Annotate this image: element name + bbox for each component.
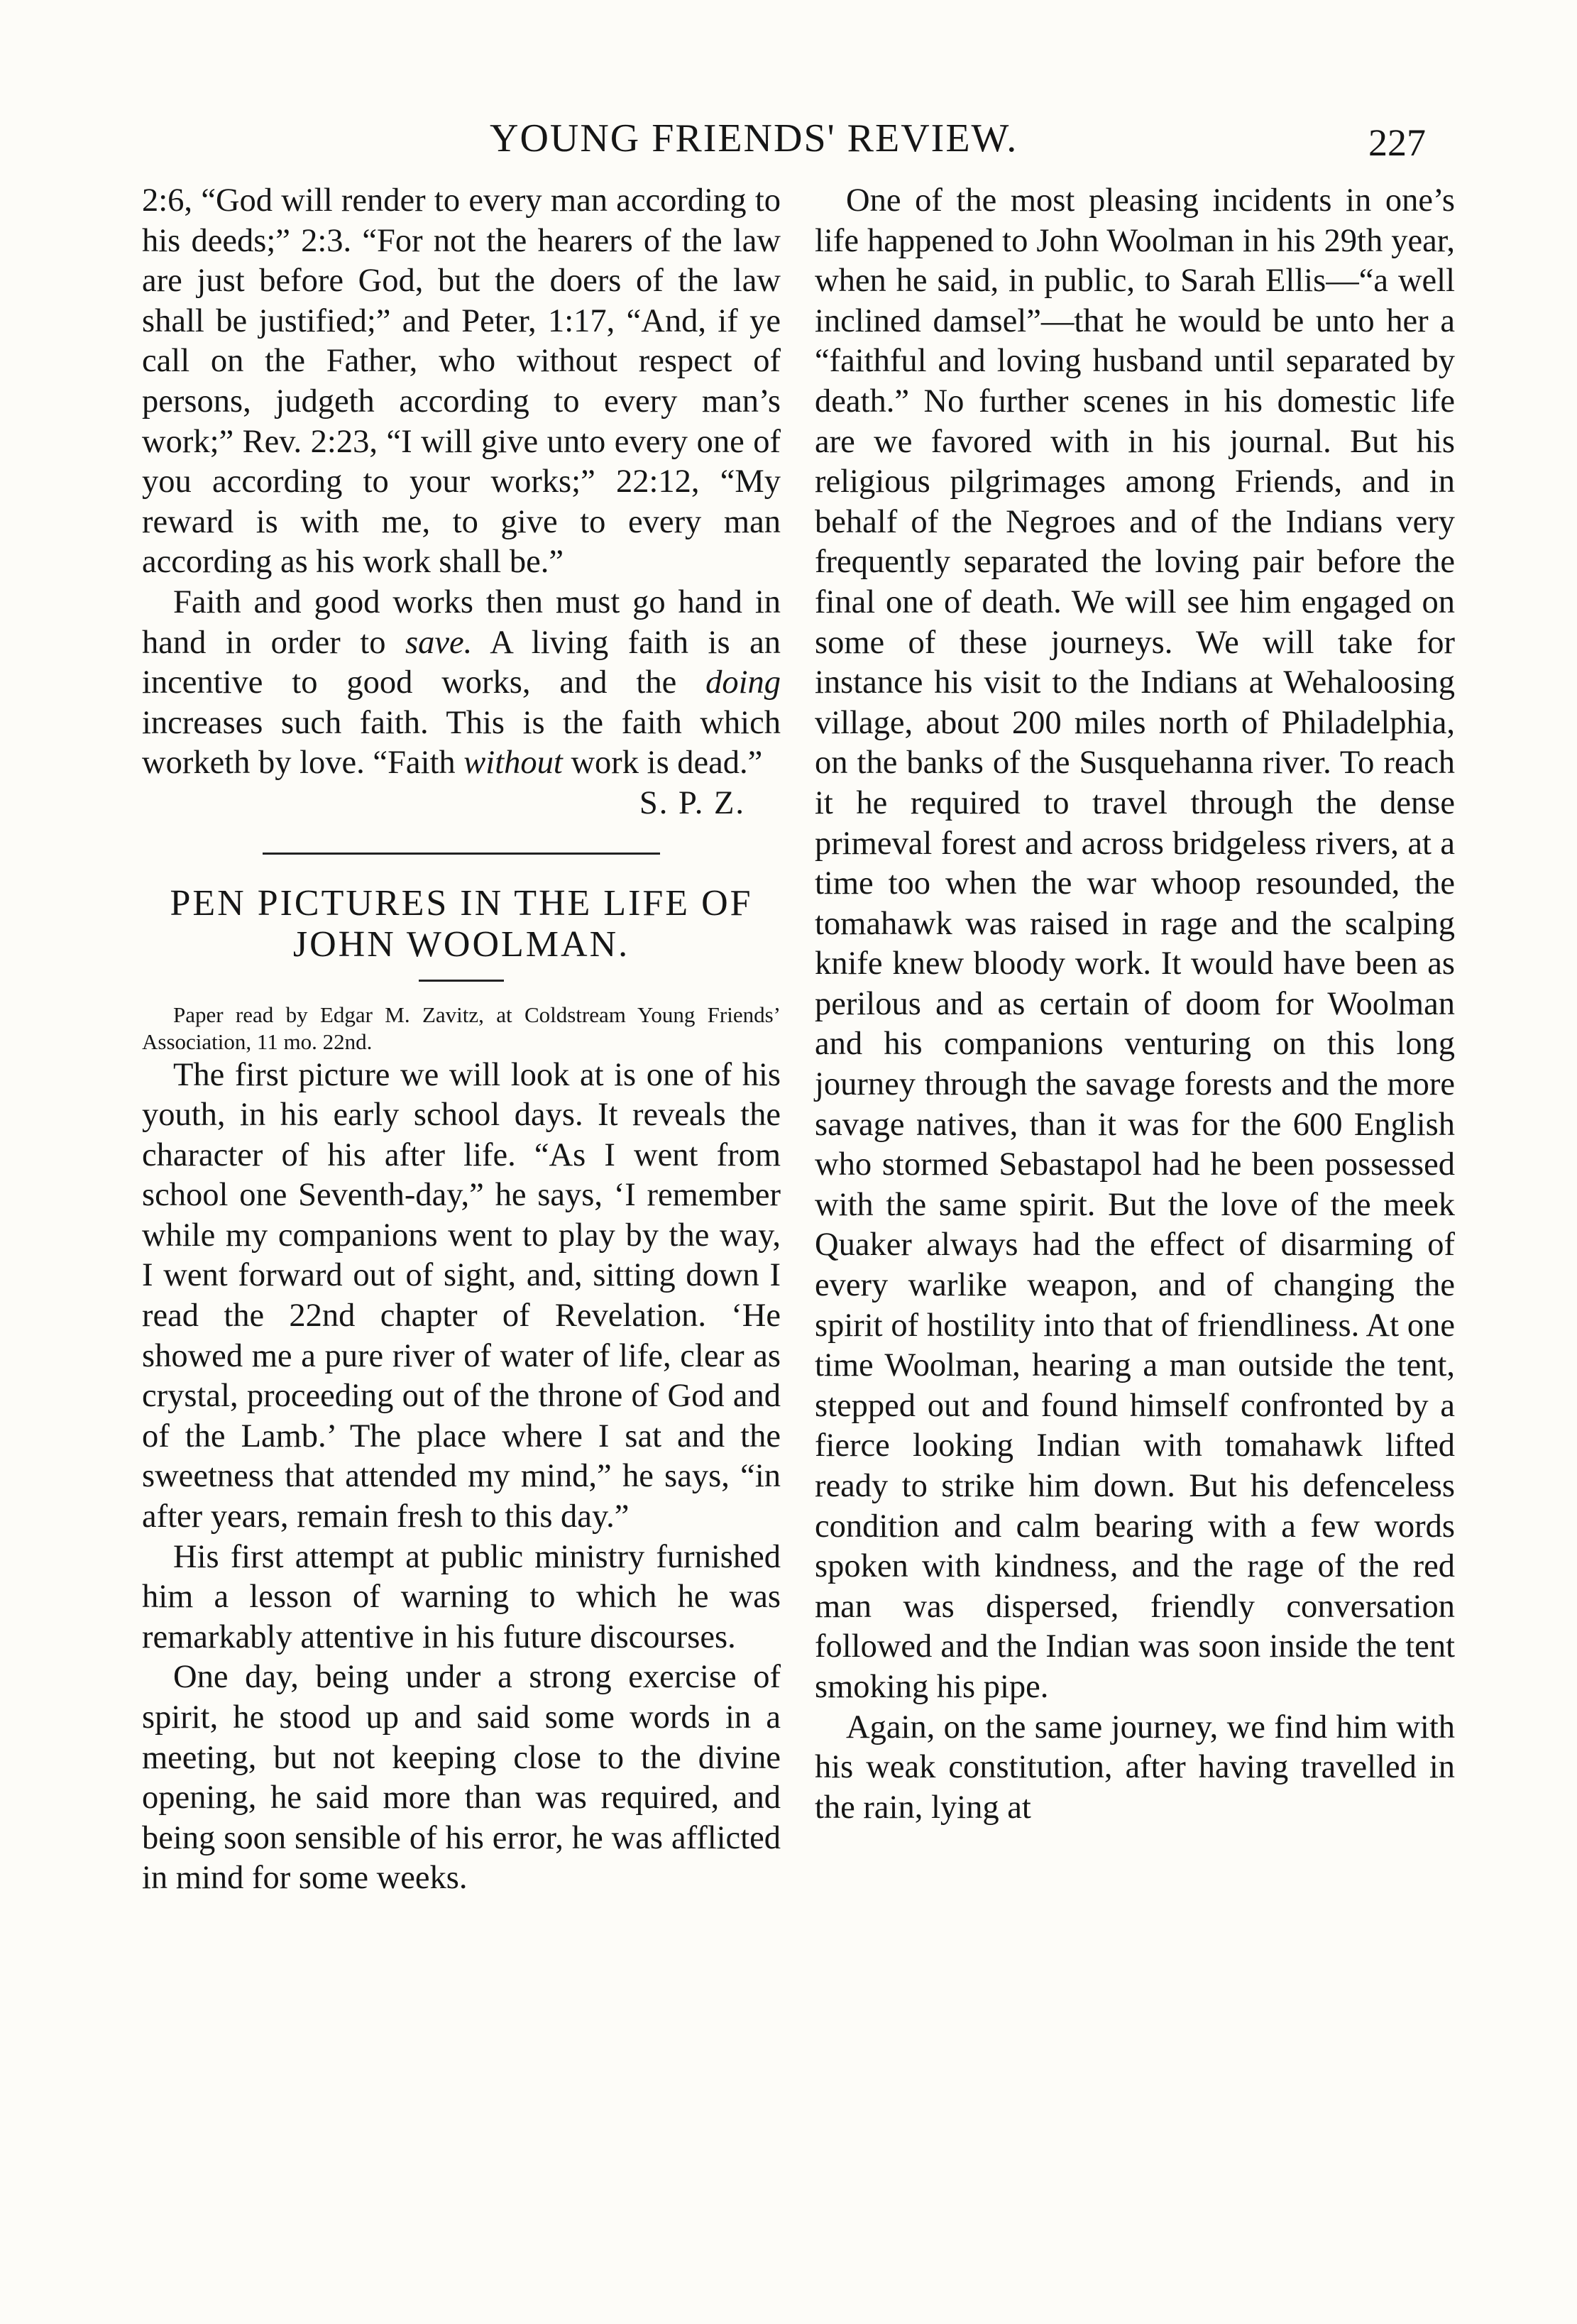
left-paragraph-1: 2:6, “God will render to every man according to his deeds;” 2:3. “For not the hearers of the law are just before God, but the doers of the law shall be justified;” and Peter, 1:17, “And, if ye call on the Father, who without respect of persons, judgeth according to every man’s work;” Rev. 2:23, “I will give unto every one of you according to your works;” 22:12, “My reward is with me, to give to every man according as his work shall be.” bbox=[142, 182, 781, 581]
section-divider bbox=[263, 853, 660, 855]
left-paragraph-2 bbox=[142, 583, 781, 784]
title-divider bbox=[419, 980, 504, 982]
left-paragraph-4: His first attempt at public ministry furnished him a lesson of warning to which he was remarkably attentive in his future discourses. bbox=[142, 1538, 781, 1655]
emphasis-without: without bbox=[463, 745, 563, 782]
text-run: Faith and good works then must go hand in hand in order to bbox=[142, 583, 781, 661]
left-paragraph-5: One day, being under a strong exercise of spirit, he stood up and said some words in a meeting, but not keeping close to the divine opening, he said more than was required, and being soon sensible of his error, he was afflicted in mind for some weeks. bbox=[142, 1659, 781, 1897]
text-run: A living faith is an incentive to good works, and the bbox=[142, 624, 781, 701]
text-run: work is dead.” bbox=[562, 745, 763, 782]
left-paragraph-3: The first picture we will look at is one of his youth, in his early school days. It reveals the character of his after life. “As I went from school one Seventh-day,” he says, ‘I remember while my companions went to play by the way, I went forward out of sight, and, sitting down I read the 22nd chapter of Revelation. ‘He showed me a pure river of water of life, clear as crystal, proceeding out of the throne of God and of the Lamb.’ The place where I sat and the sweetness that attended my mind,” he says, “in after years, remain fresh to this day.” bbox=[142, 1056, 781, 1535]
article-byline: Paper read by Edgar M. Zavitz, at Coldstream Young Friends’ Association, 11 mo. 22nd. bbox=[142, 1002, 781, 1054]
article-title: PEN PICTURES IN THE LIFE OF JOHN WOOLMAN. bbox=[170, 882, 753, 965]
right-column bbox=[815, 181, 1455, 1828]
running-title: YOUNG FRIENDS' REVIEW. bbox=[490, 116, 1018, 160]
author-signature: S. P. Z. bbox=[639, 784, 745, 821]
emphasis-doing: doing bbox=[705, 664, 781, 701]
left-column bbox=[142, 181, 781, 1899]
text-run: increases such faith. This is the faith which worketh by love. “Faith bbox=[142, 704, 781, 782]
right-paragraph-2: Again, on the same journey, we find him with his weak constitution, after having travelled in the rain, lying at bbox=[815, 1709, 1455, 1826]
page-number: 227 bbox=[1368, 121, 1426, 164]
emphasis-save: save. bbox=[405, 624, 473, 661]
right-paragraph-1: One of the most pleasing incidents in one’s life happened to John Woolman in his 29th year, when he said, in public, to Sarah Ellis—“a well inclined damsel”—that he would be unto her a “faithful and loving husband until separated by death.” No further scenes in his domestic life are we favored with in his journal. But his religious pilgrimages among Friends, and in behalf of the Negroes and of the Indians very frequently separated the loving pair before the final one of death. We will see him engaged on some of these journeys. We will take for instance his visit to the Indians at Wehaloosing village, about 200 miles north of Philadelphia, on the banks of the Susquehanna river. To reach it he required to travel through the dense primeval forest and across bridgeless rivers, at a time too when the war whoop resounded, the tomahawk was raised in rage and the scalping knife knew bloody work. It would have been as perilous and as certain of doom for Woolman and his companions venturing on this long journey through the savage forests and the more savage natives, than it was for the 600 English who stormed Sebastapol had he been possessed with the same spirit. But the love of the meek Quaker always had the effect of disarming of every warlike weapon, and of changing the spirit of hostility into that of friendliness. At one time Woolman, hearing a man outside the tent, stepped out and found himself confronted by a fierce looking Indian with tomahawk lifted ready to strike him down. But his defenceless condition and calm bearing with a few words spoken with kindness, and the rage of the red man was dispersed, friendly conversation followed and the Indian was soon inside the tent smoking his pipe. bbox=[815, 182, 1455, 1705]
page-header bbox=[0, 106, 1577, 170]
